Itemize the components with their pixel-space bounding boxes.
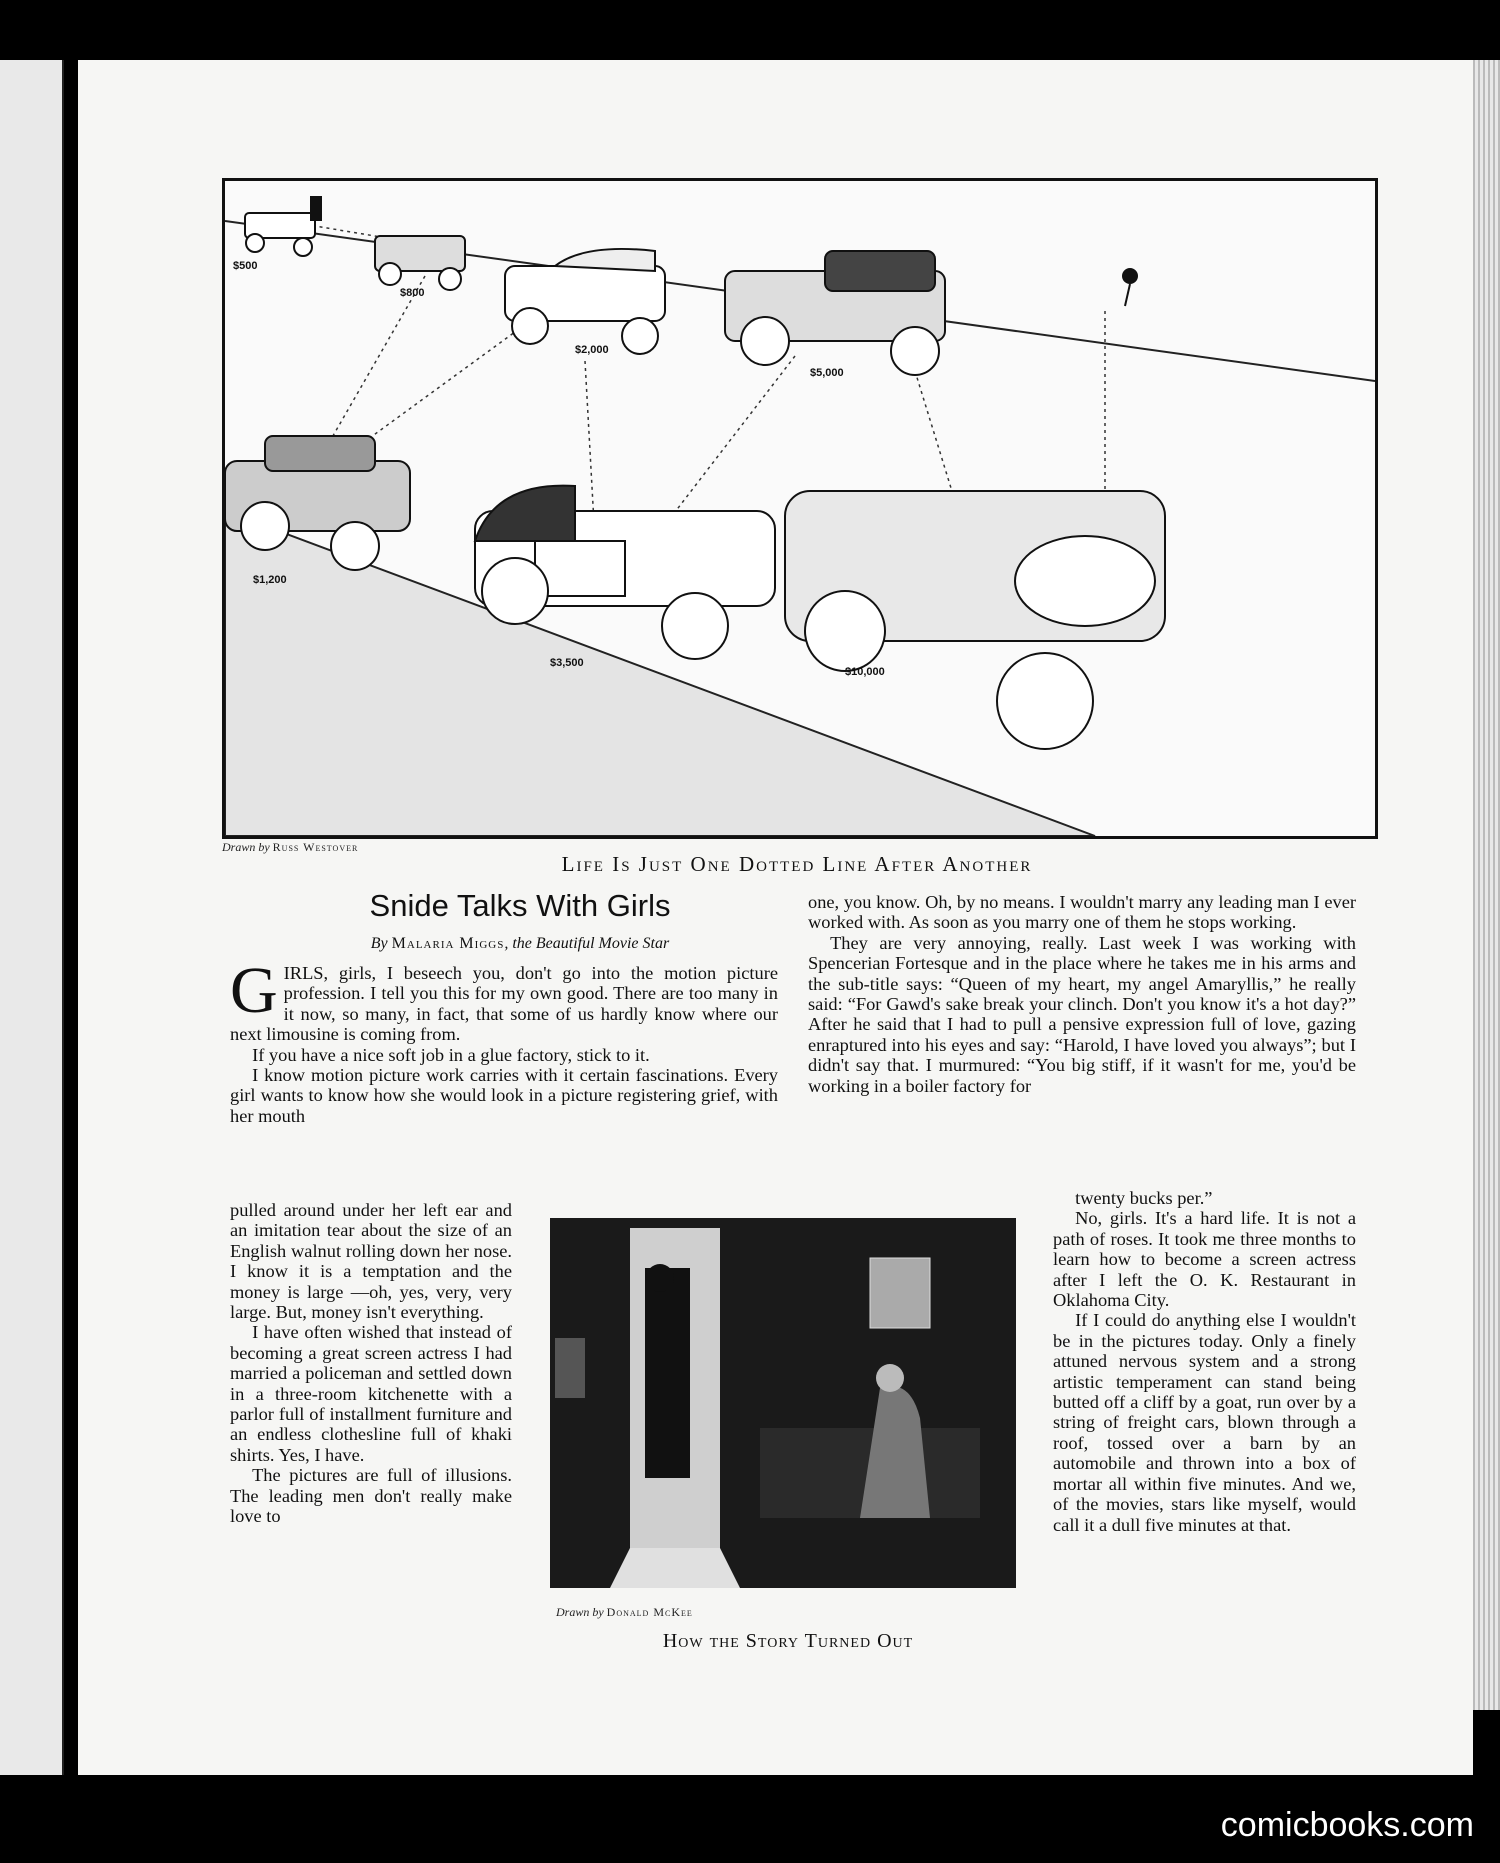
article-paragraph: No, girls. It's a hard life. It is not a path of roses. It took me three months to learn how to become a screen actress after I left the O. K. Restaurant in Oklahoma City.: [1053, 1208, 1356, 1311]
illustration-caption: How the Story Turned Out: [662, 1630, 914, 1652]
story-illustration: [550, 1218, 1016, 1588]
article-byline: [230, 935, 810, 953]
drop-cap: G: [230, 954, 278, 1027]
price-label-10000: $10,000: [845, 666, 885, 678]
article-column-2-top: [808, 892, 1356, 1096]
cartoon-credit-name: Russ Westover: [272, 840, 359, 854]
price-label-500: $500: [233, 260, 258, 272]
article-column-1-top: [230, 954, 778, 1126]
facing-page-edge: [0, 60, 64, 1775]
byline-author: Malaria Miggs: [391, 935, 505, 952]
article-paragraph: pulled around under her left ear and an imitation tear about the size of an English walnut rolling down her nose. I know it is a temptation and the money is large —oh, yes, very, very large. But, money isn't everything.: [230, 1200, 512, 1323]
article-paragraph: If I could do anything else I wouldn't be in the pictures today. Only a finely attuned nervous system and a strong artistic temperament can stand being butted off a cliff by a goat, run over by a string of freight cars, blown through a roof, tossed over a barn by an automobile and thrown into a box of mortar all within five minutes. And we, of the movies, stars like myself, would call it a dull five minutes at that.: [1053, 1310, 1356, 1535]
price-label-5000: $5,000: [810, 367, 844, 379]
article-title: Snide Talks With Girls: [369, 888, 671, 923]
cartoon-credit-prefix: Drawn by: [222, 840, 270, 854]
article-paragraph: The pictures are full of illusions. The leading men don't really make love to: [230, 1465, 512, 1527]
cartoon-caption: Life Is Just One Dotted Line After Another: [561, 852, 1033, 876]
price-label-2000: $2,000: [575, 344, 609, 356]
byline-author-desc: , the Beautiful Movie Star: [504, 935, 670, 952]
article-paragraph: They are very annoying, really. Last week I was working with Spencerian Fortesque and in the place where he takes me in his arms and the sub-title says: “Queen of my heart, my angel Amaryllis,” he really said: “For Gawd's sake break your clinch. Don't you know it's a hot day?” After he said that I had to pull a pensive expression full of love, gazing enraptured into his eyes and say: “Harold, I have loved you always”; but I didn't say that. I murmured: “You big stiff, if it wasn't for me, you'd be working in a boiler factory for: [808, 932, 1356, 1096]
car-cartoon-drawing: [225, 181, 1375, 836]
article-column-2-bottom: [1053, 1188, 1356, 1535]
illustration-credit: [556, 1605, 693, 1620]
illustration-credit-name: Donald McKee: [606, 1605, 693, 1619]
article-paragraph: I have often wished that instead of becoming a great screen actress I had married a policeman and settled down in a three-room kitchenette with a parlor full of installment furniture and an endless clothesline full of khaki shirts. Yes, I have.: [230, 1322, 512, 1465]
illustration-drawing: [550, 1218, 1016, 1588]
article-paragraph: I know motion picture work carries with it certain fascinations. Every girl wants to know how she would look in a picture registering grief, with her mouth: [230, 1065, 778, 1126]
site-logo: comicbooks.com: [1220, 1806, 1474, 1844]
article-paragraph: If you have a nice soft job in a glue factory, stick to it.: [252, 1044, 650, 1065]
illustration-credit-prefix: Drawn by: [556, 1605, 604, 1619]
article-paragraph: twenty bucks per.”: [1075, 1188, 1213, 1208]
price-label-800: $800: [400, 287, 425, 299]
article-paragraph: one, you know. Oh, by no means. I wouldn't marry any leading man I ever worked with. As soon as you marry one of them he stops working.: [808, 892, 1356, 933]
price-label-1200: $1,200: [253, 574, 287, 586]
price-label-3500: $3,500: [550, 657, 584, 669]
article-column-1-bottom: [230, 1200, 512, 1527]
article-paragraph: GIRLS, girls, I beseech you, don't go into the motion picture profession. I tell you this for my own good. There are too many in it now, so many, in fact, that some of us hardly know where our next limousine is coming from.: [230, 954, 778, 1045]
byline-prefix: By: [370, 935, 388, 952]
page-stack-edge: [1473, 60, 1500, 1710]
car-cartoon: [222, 178, 1378, 839]
